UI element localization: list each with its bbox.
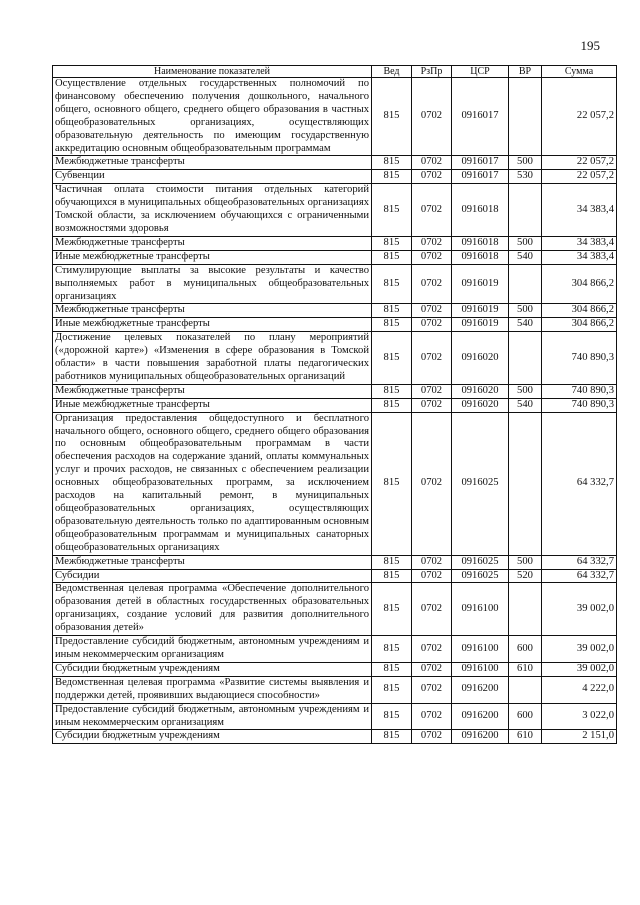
row-sum: 39 002,0 — [542, 583, 617, 636]
row-ved: 815 — [372, 236, 412, 250]
row-rzpr: 0702 — [412, 398, 452, 412]
row-ved: 815 — [372, 332, 412, 385]
row-name: Межбюджетные трансферты — [53, 156, 372, 170]
row-sum: 39 002,0 — [542, 662, 617, 676]
row-sum: 3 022,0 — [542, 703, 617, 730]
table-row — [53, 676, 617, 703]
row-name: Предоставление субсидий бюджетным, автономным учреждениям и иным некоммерческим организациям — [53, 703, 372, 730]
table-row — [53, 332, 617, 385]
row-ved: 815 — [372, 78, 412, 156]
table-row — [53, 384, 617, 398]
row-ved: 815 — [372, 412, 412, 555]
row-name: Иные межбюджетные трансферты — [53, 250, 372, 264]
row-vr: 520 — [509, 569, 542, 583]
row-sum: 304 866,2 — [542, 304, 617, 318]
row-name: Стимулирующие выплаты за высокие результаты и качество выполняемых работ в муниципальных общеобразовательных организациях — [53, 264, 372, 304]
row-name: Предоставление субсидий бюджетным, автономным учреждениям и иным некоммерческим организациям — [53, 636, 372, 663]
row-csr: 0916025 — [452, 412, 509, 555]
row-sum: 740 890,3 — [542, 332, 617, 385]
row-rzpr: 0702 — [412, 569, 452, 583]
row-vr: 540 — [509, 250, 542, 264]
row-ved: 815 — [372, 250, 412, 264]
row-name: Ведомственная целевая программа «Развитие системы выявления и поддержки детей, проявивших выдающиеся способности» — [53, 676, 372, 703]
table-row — [53, 398, 617, 412]
row-csr: 0916019 — [452, 318, 509, 332]
row-rzpr: 0702 — [412, 250, 452, 264]
row-csr: 0916019 — [452, 264, 509, 304]
row-sum: 34 383,4 — [542, 236, 617, 250]
row-ved: 815 — [372, 156, 412, 170]
table-row — [53, 412, 617, 555]
row-ved: 815 — [372, 662, 412, 676]
row-rzpr: 0702 — [412, 555, 452, 569]
table-row — [53, 304, 617, 318]
row-name: Иные межбюджетные трансферты — [53, 318, 372, 332]
table-row — [53, 318, 617, 332]
column-header-vr: ВР — [509, 66, 542, 78]
row-vr: 600 — [509, 636, 542, 663]
table-row — [53, 583, 617, 636]
row-vr: 500 — [509, 156, 542, 170]
table-row — [53, 264, 617, 304]
row-csr: 0916100 — [452, 636, 509, 663]
row-name: Субсидии бюджетным учреждениям — [53, 662, 372, 676]
row-rzpr: 0702 — [412, 236, 452, 250]
row-vr: 540 — [509, 398, 542, 412]
page-number: 195 — [580, 38, 600, 53]
table-row — [53, 636, 617, 663]
row-rzpr: 0702 — [412, 636, 452, 663]
row-rzpr: 0702 — [412, 583, 452, 636]
row-sum: 22 057,2 — [542, 78, 617, 156]
row-name: Иные межбюджетные трансферты — [53, 398, 372, 412]
row-rzpr: 0702 — [412, 703, 452, 730]
row-rzpr: 0702 — [412, 662, 452, 676]
row-csr: 0916017 — [452, 170, 509, 184]
row-ved: 815 — [372, 730, 412, 744]
row-sum: 740 890,3 — [542, 384, 617, 398]
row-csr: 0916025 — [452, 569, 509, 583]
column-header-csr: ЦСР — [452, 66, 509, 78]
table-row — [53, 236, 617, 250]
row-vr: 500 — [509, 304, 542, 318]
row-name: Ведомственная целевая программа «Обеспечение дополнительного образования детей в областных государственных образовательных организациях, создание условий для развития дополнительного образования детей» — [53, 583, 372, 636]
row-vr — [509, 676, 542, 703]
row-csr: 0916200 — [452, 730, 509, 744]
row-vr — [509, 412, 542, 555]
row-rzpr: 0702 — [412, 412, 452, 555]
row-name: Субсидии — [53, 569, 372, 583]
row-name: Межбюджетные трансферты — [53, 236, 372, 250]
row-sum: 304 866,2 — [542, 318, 617, 332]
row-sum: 64 332,7 — [542, 569, 617, 583]
column-header-ved: Вед — [372, 66, 412, 78]
table-row — [53, 703, 617, 730]
row-ved: 815 — [372, 264, 412, 304]
row-sum: 22 057,2 — [542, 170, 617, 184]
row-rzpr: 0702 — [412, 332, 452, 385]
row-ved: 815 — [372, 569, 412, 583]
row-ved: 815 — [372, 184, 412, 237]
row-ved: 815 — [372, 304, 412, 318]
row-vr: 540 — [509, 318, 542, 332]
row-name: Субвенции — [53, 170, 372, 184]
row-csr: 0916019 — [452, 304, 509, 318]
row-sum: 4 222,0 — [542, 676, 617, 703]
row-ved: 815 — [372, 583, 412, 636]
row-name: Межбюджетные трансферты — [53, 384, 372, 398]
table-row — [53, 184, 617, 237]
row-rzpr: 0702 — [412, 384, 452, 398]
row-rzpr: 0702 — [412, 184, 452, 237]
row-csr: 0916018 — [452, 236, 509, 250]
row-csr: 0916020 — [452, 398, 509, 412]
row-name: Межбюджетные трансферты — [53, 304, 372, 318]
row-rzpr: 0702 — [412, 264, 452, 304]
table-row — [53, 569, 617, 583]
row-vr — [509, 583, 542, 636]
row-ved: 815 — [372, 170, 412, 184]
column-header-sum: Сумма — [542, 66, 617, 78]
table-row — [53, 662, 617, 676]
row-rzpr: 0702 — [412, 156, 452, 170]
table-header-row — [53, 66, 617, 78]
row-sum: 22 057,2 — [542, 156, 617, 170]
row-sum: 2 151,0 — [542, 730, 617, 744]
row-vr: 610 — [509, 730, 542, 744]
row-csr: 0916100 — [452, 662, 509, 676]
row-csr: 0916025 — [452, 555, 509, 569]
row-vr — [509, 184, 542, 237]
row-sum: 64 332,7 — [542, 412, 617, 555]
row-rzpr: 0702 — [412, 170, 452, 184]
row-vr: 500 — [509, 555, 542, 569]
row-sum: 34 383,4 — [542, 184, 617, 237]
row-ved: 815 — [372, 318, 412, 332]
table-row — [53, 78, 617, 156]
row-sum: 304 866,2 — [542, 264, 617, 304]
column-header-name: Наименование показателей — [53, 66, 372, 78]
table-row — [53, 250, 617, 264]
row-csr: 0916018 — [452, 184, 509, 237]
row-rzpr: 0702 — [412, 318, 452, 332]
row-ved: 815 — [372, 555, 412, 569]
row-vr — [509, 332, 542, 385]
row-vr: 610 — [509, 662, 542, 676]
row-ved: 815 — [372, 384, 412, 398]
column-header-rzpr: РзПр — [412, 66, 452, 78]
row-vr: 530 — [509, 170, 542, 184]
row-rzpr: 0702 — [412, 304, 452, 318]
table-row — [53, 170, 617, 184]
row-sum: 39 002,0 — [542, 636, 617, 663]
row-sum: 34 383,4 — [542, 250, 617, 264]
row-name: Организация предоставления общедоступного и бесплатного начального общего, основного общего, среднего общего образования по основным общеобразовательным программам в части обеспечения расходов на содержание зданий, оплаты коммунальных услуг и прочих расходов, не связанных с обеспечением реализации основных общеобразовательных программ, за исключением расходов на капитальный ремонт, в муниципальных общеобразовательных организациях, осуществляющих образовательную деятельность только по адаптированным основным общеобразовательным программам и муниципальных санаторных общеобразовательных организациях — [53, 412, 372, 555]
row-vr — [509, 78, 542, 156]
row-name: Частичная оплата стоимости питания отдельных категорий обучающихся в муниципальных общеобразовательных организациях Томской области, за исключением обучающихся с ограниченными возможностями здоровья — [53, 184, 372, 237]
row-csr: 0916018 — [452, 250, 509, 264]
row-vr — [509, 264, 542, 304]
budget-table — [52, 65, 617, 744]
row-csr: 0916017 — [452, 156, 509, 170]
row-name: Субсидии бюджетным учреждениям — [53, 730, 372, 744]
row-ved: 815 — [372, 703, 412, 730]
row-rzpr: 0702 — [412, 78, 452, 156]
row-vr: 600 — [509, 703, 542, 730]
row-sum: 64 332,7 — [542, 555, 617, 569]
row-name: Межбюджетные трансферты — [53, 555, 372, 569]
table-row — [53, 156, 617, 170]
row-vr: 500 — [509, 384, 542, 398]
row-ved: 815 — [372, 676, 412, 703]
row-vr: 500 — [509, 236, 542, 250]
row-ved: 815 — [372, 636, 412, 663]
table-row — [53, 555, 617, 569]
row-csr: 0916017 — [452, 78, 509, 156]
row-sum: 740 890,3 — [542, 398, 617, 412]
row-csr: 0916200 — [452, 703, 509, 730]
row-csr: 0916100 — [452, 583, 509, 636]
row-rzpr: 0702 — [412, 676, 452, 703]
row-csr: 0916020 — [452, 332, 509, 385]
row-name: Достижение целевых показателей по плану мероприятий («дорожной карте») «Изменения в сфере образования в Томской области» в части повышения заработной платы педагогических работников муниципальных общеобразовательных организаций — [53, 332, 372, 385]
row-rzpr: 0702 — [412, 730, 452, 744]
row-csr: 0916020 — [452, 384, 509, 398]
table-row — [53, 730, 617, 744]
row-ved: 815 — [372, 398, 412, 412]
row-name: Осуществление отдельных государственных полномочий по финансовому обеспечению получения дошкольного, начального общего, основного общего, среднего общего образования в частных общеобразовательных организациях, осуществляющих образовательную деятельность по имеющим государственную аккредитацию основным общеобразовательным программам — [53, 78, 372, 156]
row-csr: 0916200 — [452, 676, 509, 703]
